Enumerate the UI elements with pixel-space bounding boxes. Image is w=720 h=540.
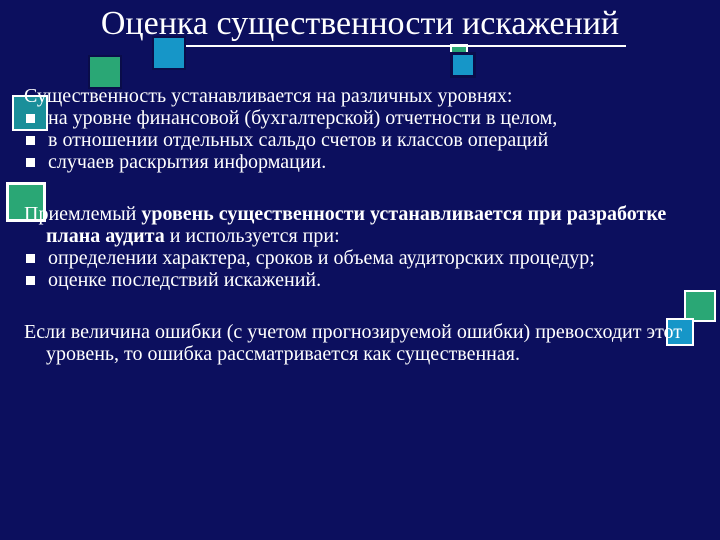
decor-square bbox=[88, 55, 122, 89]
bullet-item: на уровне финансовой (бухгалтерской) отчетности в целом, bbox=[24, 107, 704, 129]
square-bullet-icon bbox=[26, 254, 35, 263]
slide-title: Оценка существенности искажений bbox=[100, 5, 620, 42]
block3-text: Если величина ошибки (с учетом прогнозируемой ошибки) превосходит этот уровень, то ошибка рассматривается как существенная. bbox=[24, 321, 683, 365]
square-bullet-icon bbox=[26, 158, 35, 167]
title-underline bbox=[186, 45, 626, 47]
decor-square bbox=[450, 52, 476, 78]
square-bullet-icon bbox=[26, 114, 35, 123]
block2-intro: Приемлемый уровень существенности устанавливается при разработке плана аудита и используется при: bbox=[24, 203, 667, 247]
bullet-item: в отношении отдельных сальдо счетов и классов операций bbox=[24, 129, 704, 151]
bullet-item: случаев раскрытия информации. bbox=[24, 151, 704, 173]
bullet-item: оценке последствий искажений. bbox=[24, 269, 704, 291]
block1-intro: Существенность устанавливается на различных уровнях: bbox=[24, 85, 513, 107]
slide-content bbox=[24, 85, 704, 365]
square-bullet-icon bbox=[26, 276, 35, 285]
bullet-item: определении характера, сроков и объема аудиторских процедур; bbox=[24, 247, 704, 269]
square-bullet-icon bbox=[26, 136, 35, 145]
